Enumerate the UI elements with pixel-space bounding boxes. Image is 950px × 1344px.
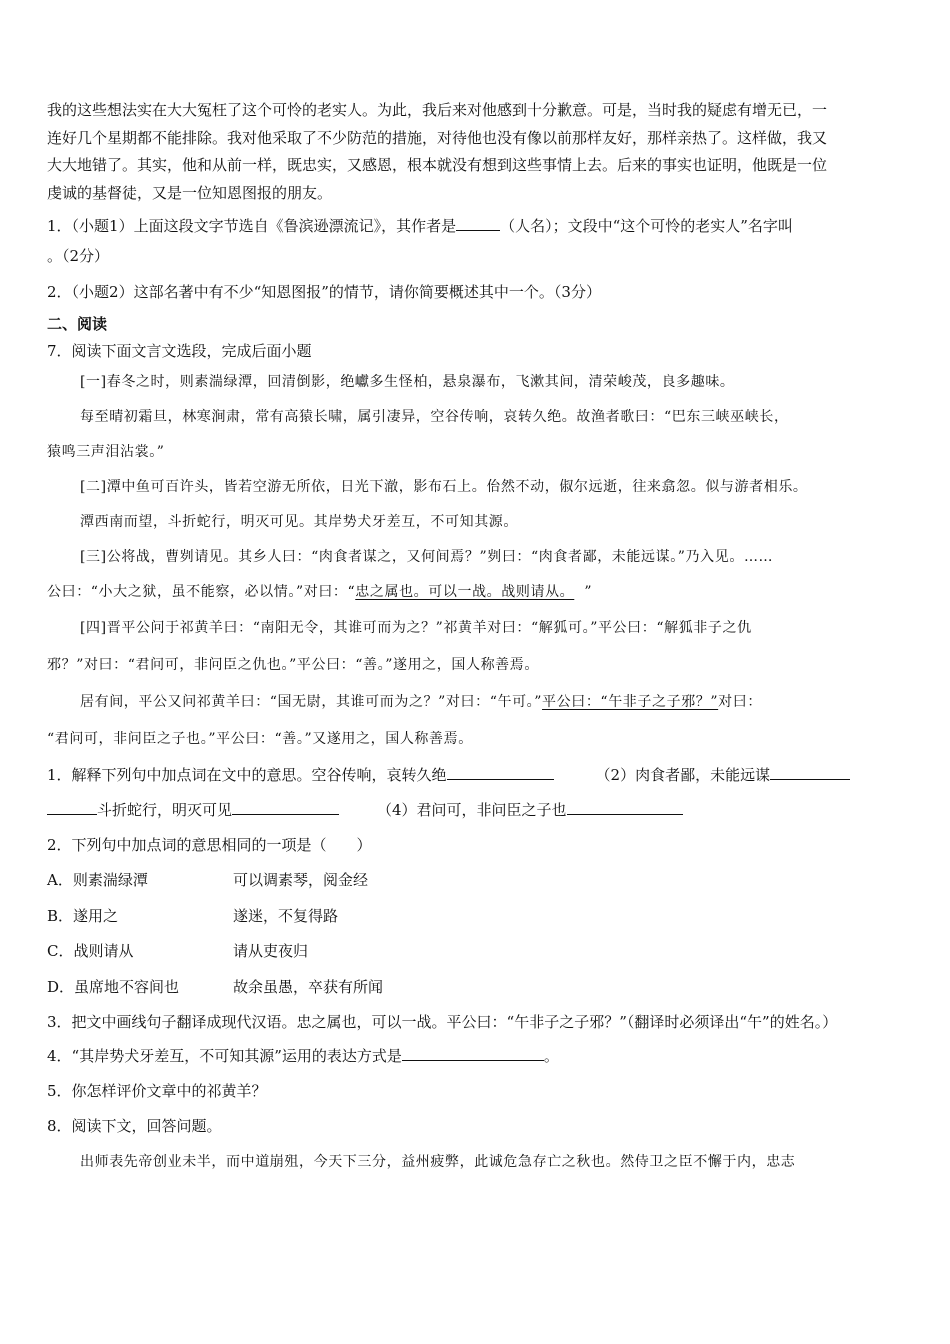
passage-1-end: 猿鸣三声泪沾裳。” <box>47 444 165 460</box>
passage-1: [一]春冬之时，则素湍绿潭，回清倒影，绝巘多生怪柏，悬泉瀑布，飞漱其间，清荣峻茂，良多趣味。 <box>80 374 735 390</box>
sub-question-1-part-2: （2）肉食者鄙，未能远谋 <box>595 766 771 784</box>
answer-blank-3[interactable] <box>232 800 339 815</box>
intro-line-4: 虔诚的基督徒，又是一位知恩图报的朋友。 <box>47 183 333 202</box>
question-1-points: 。（2分） <box>47 247 110 265</box>
sub-question-3: 3．把文中画线句子翻译成现代汉语。忠之属也，可以一战。平公曰：“午非子之子邪？”（翻译时必须译出“午”的姓名。） <box>47 1013 838 1031</box>
option-d-left: D．虽席地不容间也 <box>47 977 180 996</box>
passage-4-para2 <box>47 684 907 721</box>
option-a-right: 可以调素琴，阅金经 <box>233 871 369 889</box>
passage-3-text: 公曰：“小大之狱，虽不能察，必以情。”对曰：“ <box>47 584 356 600</box>
sub-question-1-text: 1．解释下列句中加点词在文中的意思。空谷传响，哀转久绝 <box>47 766 447 784</box>
answer-blank-4[interactable] <box>567 800 683 815</box>
answer-blank-author[interactable] <box>456 216 500 231</box>
question-1-text-2: （人名）；文段中“这个可怜的老实人”名字叫 <box>500 217 793 235</box>
sub-question-1-part-4: （4）君问可，非问臣之子也 <box>377 801 567 819</box>
classical-text <box>47 365 907 758</box>
option-d-right: 故余虽愚，卒获有所闻 <box>233 977 384 996</box>
answer-blank-2-cont[interactable] <box>47 800 97 815</box>
passage-2-cont: 潭西南而望，斗折蛇行，明灭可见。其岸势犬牙差互，不可知其源。 <box>80 514 518 530</box>
option-b-right: 遂迷，不复得路 <box>233 906 339 925</box>
intro-paragraph <box>47 97 907 207</box>
question-7-prompt: 7．阅读下面文言文选段，完成后面小题 <box>47 342 312 360</box>
passage-4-cont: 邪？”对曰：“君问可，非问臣之仇也。”平公曰：“善。”遂用之，国人称善焉。 <box>47 657 539 673</box>
intro-line-2: 连好几个星期都不能排除。我对他采取了不少防范的措施，对待他也没有像以前那样友好，那样亲热了。这样做，我又 <box>47 128 828 147</box>
sub-question-2: 2．下列句中加点词的意思相同的一项是（ ） <box>47 836 372 854</box>
sub-question-4-end: 。 <box>543 1047 559 1065</box>
option-c[interactable] <box>47 934 907 970</box>
passage-8: 出师表先帝创业未半，而中道崩殂，今天下三分，益州疲弊，此诚危急存亡之秋也。然侍卫之臣不懈于内，忠志 <box>80 1154 796 1170</box>
sub-question-1 <box>47 758 907 828</box>
passage-1-cont: 每至晴初霜旦，林寒涧肃，常有高猿长啸，属引凄异，空谷传响，哀转久绝。故渔者歌曰：“巴东三峡巫峡长， <box>80 409 789 425</box>
passage-3: [三]公将战，曹刿请见。其乡人曰：“肉食者谋之，又何间焉？”刿曰：“肉食者鄙，未能远谋。”乃入见。…… <box>80 549 774 565</box>
option-d[interactable] <box>47 970 907 1006</box>
section-heading: 二、阅读 <box>47 315 108 333</box>
intro-line-1: 我的这些想法实在大大冤枉了这个可怜的老实人。为此，我后来对他感到十分歉意。可是，当时我的疑虑有增无已，一 <box>47 101 828 119</box>
answer-blank-1[interactable] <box>447 765 554 780</box>
closing-quote: ” <box>584 584 593 600</box>
underlined-sentence-1: 忠之属也。可以一战。战则请从。 <box>355 584 575 600</box>
document-page <box>47 97 907 1180</box>
answer-blank-2[interactable] <box>770 765 850 780</box>
option-c-left: C．战则请从 <box>47 942 134 960</box>
question-1-text: 1．（小题1）上面这段文字节选自《鲁滨逊漂流记》，其作者是 <box>47 217 457 235</box>
passage-2: [二]潭中鱼可百许头，皆若空游无所依，日光下澈，影布石上。佁然不动，俶尔远逝，往来翕忽。似与游者相乐。 <box>80 479 808 495</box>
passage-4: [四]晋平公问于祁黄羊曰：“南阳无令，其谁可而为之？”祁黄羊对曰：“解狐可。”平公曰：“解狐非子之仇 <box>80 620 752 636</box>
option-a[interactable] <box>47 863 907 899</box>
question-1 <box>47 211 907 271</box>
question-8-prompt: 8．阅读下文，回答问题。 <box>47 1117 222 1135</box>
option-c-right: 请从吏夜归 <box>233 942 309 960</box>
options-list <box>47 863 907 1005</box>
answer-blank-5[interactable] <box>402 1046 544 1061</box>
option-a-left: A．则素湍绿潭 <box>47 871 148 889</box>
underlined-sentence-2: 平公曰：“午非子之子邪？” <box>542 694 719 710</box>
option-b[interactable] <box>47 899 907 935</box>
passage-3-cont <box>47 575 907 610</box>
passage-4-end: “君问可，非问臣之子也。”平公曰：“善。”又遂用之，国人称善焉。 <box>47 731 473 747</box>
intro-line-3: 大大地错了。其实，他和从前一样，既忠实，又感恩，根本就没有想到这些事情上去。后来的事实也证明，他既是一位 <box>47 156 828 174</box>
sub-question-5: 5．你怎样评价文章中的祁黄羊？ <box>47 1082 267 1100</box>
sub-question-4 <box>47 1039 907 1074</box>
sub-question-1-part-3: 斗折蛇行，明灭可见 <box>97 801 233 819</box>
sub-question-4-text: 4．“其岸势犬牙差互，不可知其源”运用的表达方式是 <box>47 1047 402 1065</box>
passage-4-reply: 对曰： <box>718 694 762 710</box>
question-2: 2．（小题2）这部名著中有不少“知恩图报”的情节，请你简要概述其中一个。（3分） <box>47 283 601 301</box>
passage-4-text: 居有间，平公又问祁黄羊曰：“国无尉，其谁可而为之？”对曰：“午可。” <box>80 694 543 710</box>
option-b-left: B．遂用之 <box>47 906 119 925</box>
